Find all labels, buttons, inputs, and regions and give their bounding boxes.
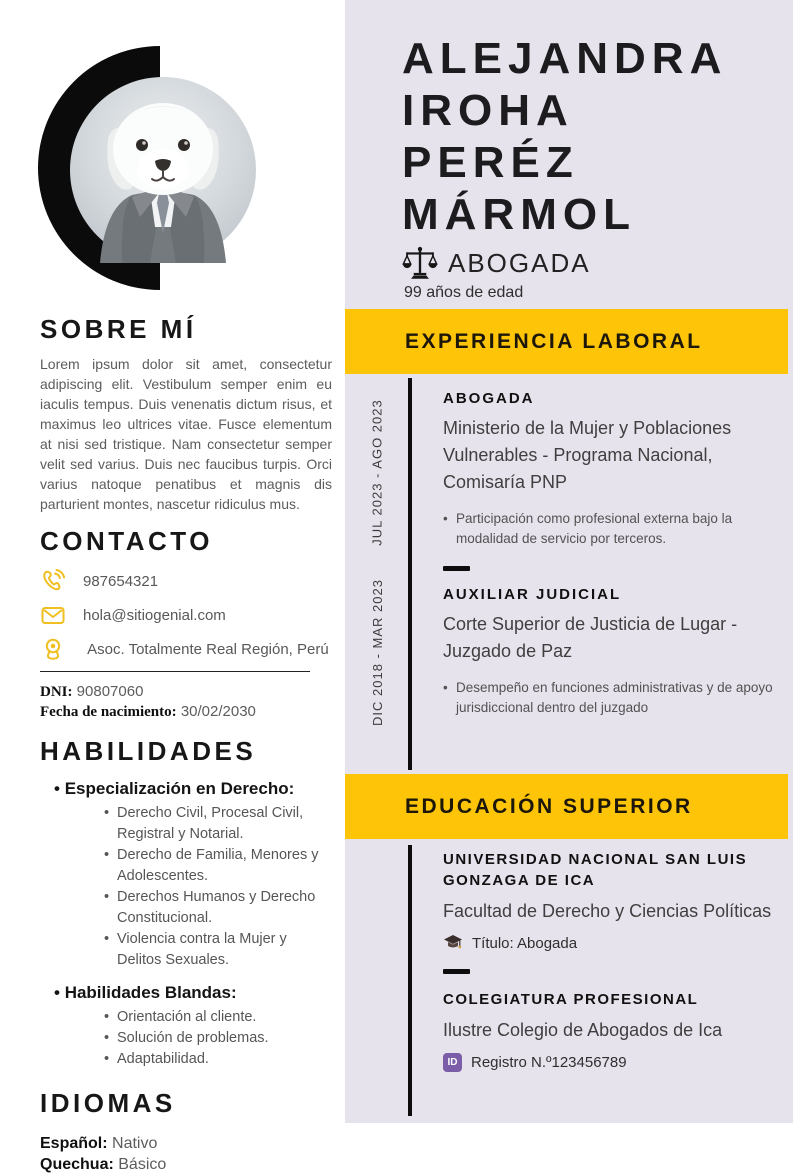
education-title: COLEGIATURA PROFESIONAL	[443, 991, 699, 1008]
experience-section	[345, 374, 793, 774]
education-detail: Registro N.º123456789	[471, 1054, 627, 1071]
skill-item: • Derechos Humanos y Derecho Constitucional.	[104, 887, 332, 929]
contact-title: CONTACTO	[40, 526, 213, 556]
job-bullets	[443, 678, 773, 718]
puppy-portrait-icon	[70, 77, 256, 263]
dni-label: DNI:	[40, 684, 73, 700]
skill-item: • Derecho de Familia, Menores y Adolescentes.	[104, 845, 332, 887]
age-line: 99 años de edad	[404, 284, 524, 301]
divider-dash	[443, 969, 470, 974]
skill-item: • Adaptabilidad.	[104, 1049, 332, 1070]
skill-item: • Orientación al cliente.	[104, 1007, 332, 1028]
skill-items	[104, 803, 332, 971]
left-column	[0, 0, 345, 1173]
job-organization: Corte Superior de Justicia de Lugar - Juzgado de Paz	[443, 614, 738, 661]
name-line: MÁRMOL	[402, 190, 636, 239]
name-block	[345, 0, 793, 302]
divider-dash	[443, 566, 470, 571]
contact-row-location	[40, 637, 332, 661]
skill-items	[104, 1007, 332, 1070]
language-value: Nativo	[107, 1135, 158, 1152]
skill-item: • Solución de problemas.	[104, 1028, 332, 1049]
about-body: Lorem ipsum dolor sit amet, consectetur adipiscing elit. Vestibulum semper enim eu iaculis tempus. Duis venenatis dictum risus, et maximus leo ultrices vitae. Fusce elementum at nisi sed tristique. Nam consectetur semper velit sed varius. Duis nec faucibus turpis. Orci varius natoque penatibus et magnis dis parturient montes, nascetur ridiculus mus.	[40, 356, 332, 512]
name-line: IROHA	[402, 86, 574, 135]
education-subtitle: Facultad de Derecho y Ciencias Políticas	[443, 901, 772, 921]
email-value: hola@sitiogenial.com	[83, 607, 226, 624]
name-line: PERÉZ	[402, 138, 579, 187]
education-section	[345, 839, 793, 1122]
language-row	[40, 1133, 332, 1154]
birthdate-row	[40, 702, 332, 722]
id-badge-icon: ID	[443, 1053, 462, 1072]
skill-item: • Violencia contra la Mujer y Delitos Sexuales.	[104, 929, 332, 971]
job-entry	[369, 578, 793, 726]
profile-photo-group	[40, 0, 332, 292]
job-title: ABOGADA	[443, 390, 535, 407]
language-label: Quechua:	[40, 1156, 114, 1173]
birthdate-label: Fecha de nacimiento:	[40, 704, 177, 720]
job-bullets	[443, 509, 773, 549]
skill-group-soft	[40, 983, 332, 1070]
graduation-cap-icon	[443, 934, 463, 952]
contact-list	[40, 569, 332, 661]
job-dates: JUL 2023 - AGO 2023	[369, 399, 385, 546]
education-entry	[443, 839, 793, 974]
timeline-line	[408, 378, 412, 770]
languages-title: IDIOMAS	[40, 1088, 176, 1118]
education-banner: EDUCACIÓN SUPERIOR	[345, 774, 788, 839]
skills-title: HABILIDADES	[40, 736, 257, 766]
language-label: Español:	[40, 1135, 108, 1152]
phone-value: 987654321	[83, 573, 159, 590]
location-value: Asoc. Totalmente Real Región, Perú	[83, 641, 329, 658]
right-column	[345, 0, 793, 1123]
languages-list	[40, 1133, 332, 1175]
skill-group-label: • Especialización en Derecho:	[54, 779, 332, 799]
education-detail: Título: Abogada	[472, 934, 578, 952]
scales-of-justice-icon	[402, 245, 438, 281]
education-title: UNIVERSIDAD NACIONAL SAN LUIS GONZAGA DE ICA	[443, 851, 748, 889]
education-detail-row	[443, 934, 793, 952]
job-organization: Ministerio de la Mujer y Poblaciones Vulnerables - Programa Nacional, Comisaría PNP	[443, 418, 732, 492]
contact-row-email	[40, 603, 332, 627]
skill-group-label: • Habilidades Blandas:	[54, 983, 332, 1003]
skill-item: • Derecho Civil, Procesal Civil, Registral y Notarial.	[104, 803, 332, 845]
email-icon	[40, 603, 66, 627]
education-subtitle: Ilustre Colegio de Abogados de Ica	[443, 1020, 723, 1040]
about-title: SOBRE MÍ	[40, 314, 197, 344]
experience-banner: EXPERIENCIA LABORAL	[345, 309, 788, 374]
language-value: Básico	[113, 1156, 167, 1173]
phone-icon	[40, 569, 66, 593]
dni-value: 90807060	[76, 683, 144, 700]
role-row	[402, 245, 773, 281]
dni-row	[40, 682, 332, 702]
timeline-line	[408, 845, 412, 1116]
job-dates: DIC 2018 - MAR 2023	[369, 578, 385, 726]
job-bullet: • Desempeño en funciones administrativas y de apoyo jurisdiccional dentro del juzgado	[443, 678, 773, 718]
job-entry	[369, 374, 793, 571]
job-title: AUXILIAR JUDICIAL	[443, 586, 622, 603]
birthdate-value: 30/02/2030	[180, 703, 256, 720]
job-bullet: • Participación como profesional externa bajo la modalidad de servicio por terceros.	[443, 509, 773, 549]
name-line: ALEJANDRA	[402, 34, 728, 83]
contact-divider	[40, 671, 310, 672]
contact-row-phone	[40, 569, 332, 593]
language-row	[40, 1154, 332, 1175]
profile-photo	[70, 77, 256, 263]
skill-group-law	[40, 779, 332, 971]
education-entry	[443, 989, 793, 1072]
education-detail-row	[443, 1053, 793, 1072]
location-icon	[40, 637, 66, 661]
role-title: ABOGADA	[448, 247, 591, 278]
